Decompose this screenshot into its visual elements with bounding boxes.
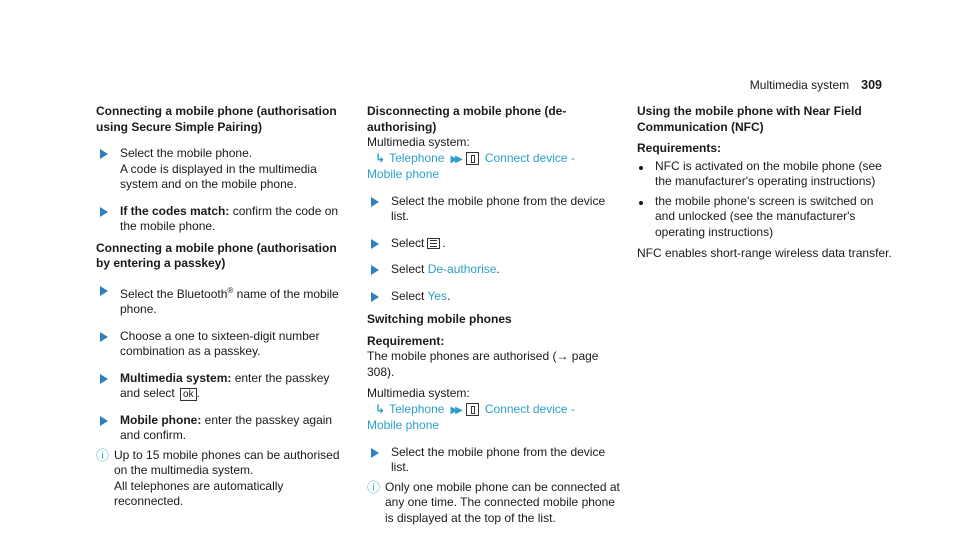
menu-step-icon: ▶▶ [450,153,460,165]
step-select-deauthorise: Select De-authorise. [367,262,625,278]
step-select-menu: Select . [367,236,625,252]
column-2: Disconnecting a mobile phone (de-authorising) Multimedia system: ↳ Telephone ▶▶ Connect device - Mobile phone Select the mobile phone from the device list. Select . Select De-authorise. Select Yes. Switching mobile phones Requirement: The mobile phones are authorised (→ page 308). Multimedia system: ↳ Telephone ▶▶ Connect device - Mobile phone Select the mobile phone from the device list. ⓘ Only one mobile phone can be connected at any one time. The connected mobile phone is displayed at the top of the list. [367,104,625,526]
step-choose-passkey: Choose a one to sixteen-digit number combination as a passkey. [96,329,348,360]
menu-path-arrow-icon: ↳ [375,401,386,416]
heading-deauthorise: Disconnecting a mobile phone (de-authorising) [367,104,567,134]
menu-path: ↳ Telephone ▶▶ Connect device - [375,401,575,416]
list-item: the mobile phone's screen is switched on and unlocked (see the manufacturer's operating instructions) [637,194,895,241]
page-number: 309 [861,78,882,92]
phone-icon [466,152,479,165]
section-title: Multimedia system [749,78,850,92]
info-icon: ⓘ [367,479,381,495]
step-select-from-list: Select the mobile phone from the device list. [367,194,625,225]
list-item: NFC is activated on the mobile phone (see the manufacturer's operating instructions) [637,159,895,190]
menu-icon [427,238,440,249]
menu-path: ↳ Telephone ▶▶ Connect device - [375,150,575,165]
heading-nfc: Using the mobile phone with Near Field Communication (NFC) [637,104,862,134]
info-note: ⓘ Only one mobile phone can be connected at any one time. The connected mobile phone is displayed at the top of the list. [367,479,620,525]
step-enter-passkey: Multimedia system: enter the passkey and select ok . [96,371,348,402]
page-header [750,78,882,94]
step-arrow-icon [100,286,108,296]
info-icon: ⓘ [96,447,110,463]
step-arrow-icon [100,149,108,159]
column-1 [96,104,348,510]
step-arrow-icon [100,207,108,217]
step-arrow-icon [371,292,379,302]
step-confirm-code: If the codes match: confirm the code on the mobile phone. [96,204,348,235]
step-select-bluetooth-name: Select the Bluetooth® name of the mobile phone. [96,283,348,318]
step-arrow-icon [100,332,108,342]
ok-key-icon: ok [180,388,197,401]
step-arrow-icon [100,416,108,426]
step-arrow-icon [371,448,379,458]
step-arrow-icon [371,239,379,249]
step-select-yes: Select Yes. [367,289,625,305]
heading-switching: Switching mobile phones [367,312,512,326]
column-3: Using the mobile phone with Near Field Communication (NFC) Requirements: NFC is activated on the mobile phone (see the manufacturer's operating instructions) the mobile phone's screen is switched on and unlocked (see the manufacturer's operating instructions) NFC enables short-range wireless data transfer. [637,104,895,262]
step-arrow-icon [371,265,379,275]
requirements-list [637,159,895,241]
nfc-description: NFC enables short-range wireless data transfer. [637,246,892,260]
info-note: ⓘ Up to 15 mobile phones can be authorised on the multimedia system. All telephones are automatically reconnected. [96,447,340,508]
step-arrow-icon [371,197,379,207]
menu-step-icon: ▶▶ [450,404,460,416]
phone-icon [466,403,479,416]
heading-passkey: Connecting a mobile phone (authorisation by entering a passkey) [96,240,337,270]
step-arrow-icon [100,374,108,384]
step-select-phone: Select the mobile phone. A code is displayed in the multimedia system and on the mobile phone. [96,146,348,193]
step-confirm-passkey: Mobile phone: enter the passkey again and confirm. [96,413,348,444]
menu-path-arrow-icon: ↳ [375,150,386,165]
heading-ssp: Connecting a mobile phone (authorisation using Secure Simple Pairing) [96,104,337,134]
step-select-from-list-2: Select the mobile phone from the device list. [367,445,625,476]
